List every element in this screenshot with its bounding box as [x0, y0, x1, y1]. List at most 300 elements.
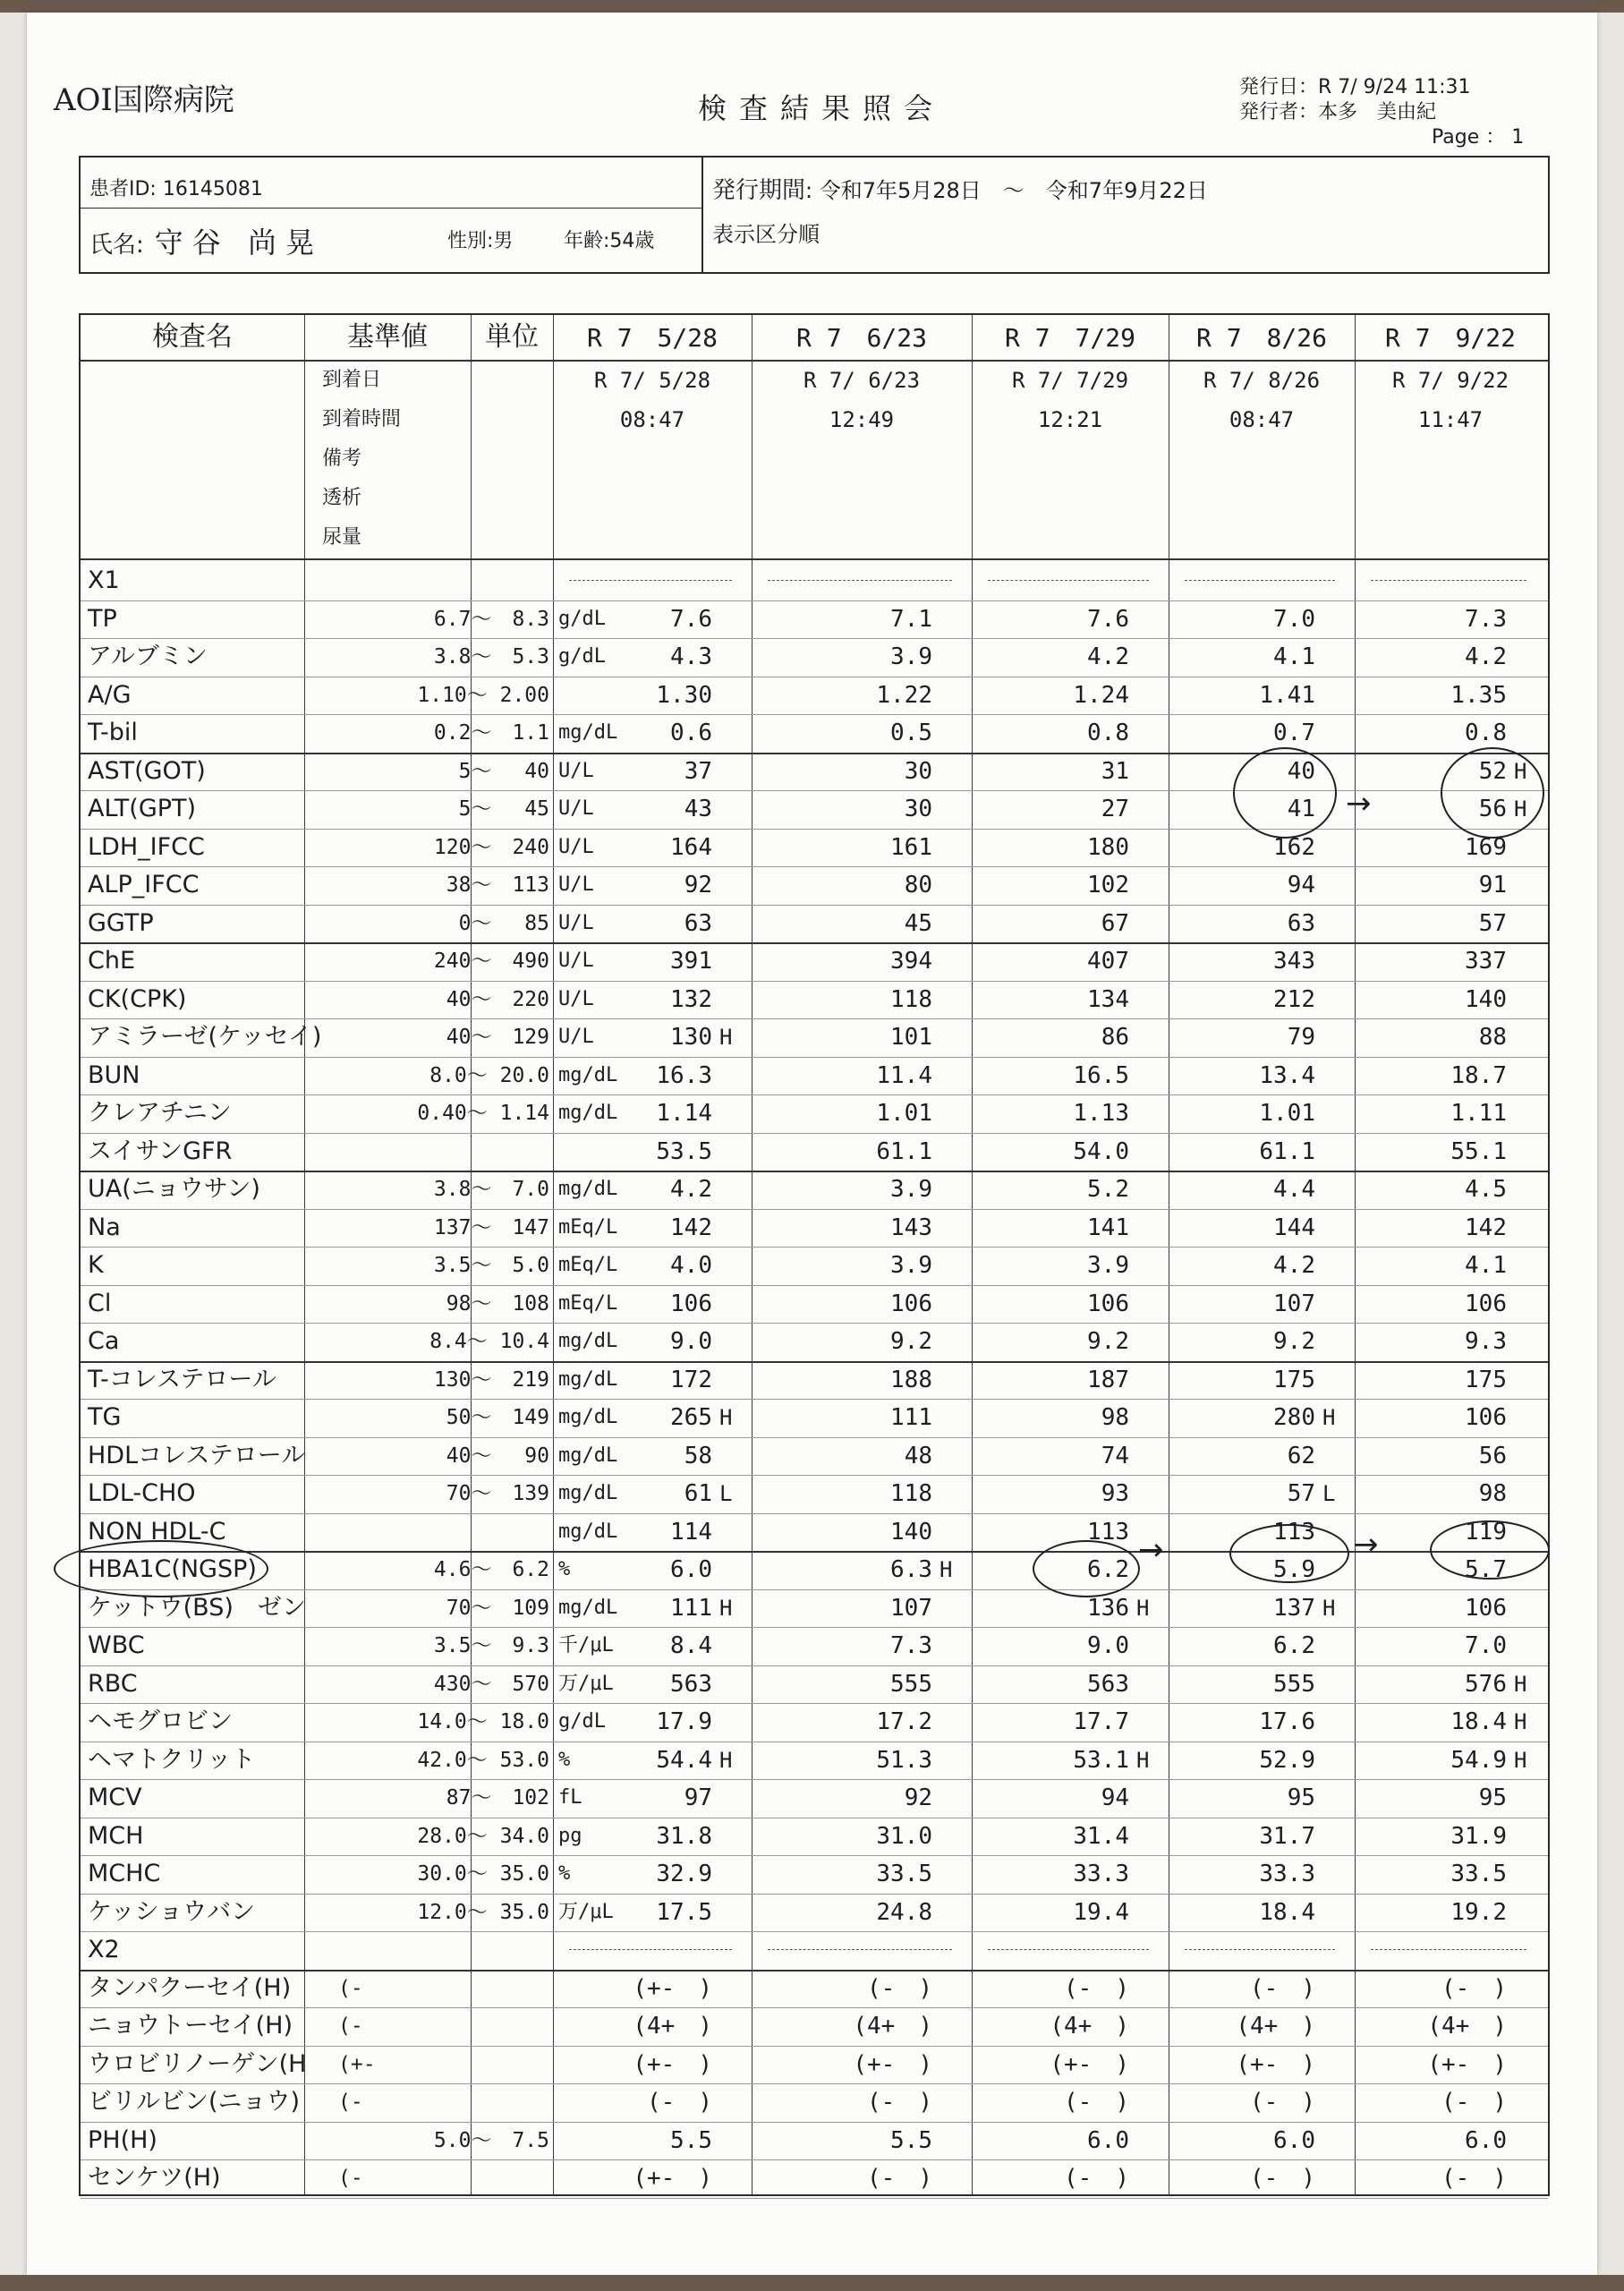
result-value: 13.4 [1259, 1061, 1315, 1089]
reference-range: (+- [338, 2052, 376, 2076]
reference-range: 5～ 40 [458, 759, 549, 783]
result-value: 107 [1273, 1290, 1315, 1317]
result-value: 106 [1087, 1290, 1129, 1317]
result-value: 0.8 [1465, 720, 1507, 746]
result-value: 188 [890, 1366, 932, 1393]
test-name: Ca [88, 1327, 120, 1355]
test-name: ウロビリノーゲン(H [88, 2049, 307, 2078]
result-value: 4.2 [1465, 643, 1507, 670]
test-name: MCHC [88, 1860, 161, 1887]
unit: U/L [558, 797, 594, 820]
result-value: 142 [670, 1214, 712, 1241]
result-value: (+- ) [1236, 2050, 1315, 2078]
table-row [81, 1627, 1548, 1665]
info-row-divider [81, 208, 701, 209]
result-value: 106 [670, 1290, 712, 1317]
result-value: 5.5 [670, 2126, 712, 2154]
unit: g/dL [558, 645, 606, 668]
reference-range: 5.0～ 7.5 [433, 2128, 549, 2152]
result-value: 63 [684, 909, 712, 937]
result-value: (+- ) [1050, 2050, 1129, 2078]
unit: 万/μL [558, 1900, 614, 1923]
result-value: (- ) [1250, 2089, 1315, 2116]
result-value: 391 [670, 948, 712, 975]
test-name: スイサンGFR [88, 1137, 233, 1165]
test-name: ケッショウバン [88, 1897, 256, 1926]
result-value: 52 [1478, 757, 1507, 785]
result-value: 98 [1101, 1404, 1129, 1431]
table-row [81, 1551, 1548, 1588]
result-value: 33.5 [1450, 1861, 1507, 1887]
abnormal-flag: H [1136, 1595, 1150, 1621]
result-value: 180 [1087, 833, 1129, 861]
unit: mg/dL [558, 1178, 618, 1200]
result-value: 4.1 [1273, 643, 1315, 670]
reference-range: 87～ 102 [446, 1786, 549, 1810]
group-separator [569, 1949, 732, 1950]
reference-range: 38～ 113 [446, 873, 549, 897]
table-row [81, 866, 1548, 904]
reference-range: 1.10～ 2.00 [417, 683, 549, 707]
result-value: 118 [890, 985, 932, 1013]
result-value: 52.9 [1259, 1746, 1315, 1774]
reference-range: 40～ 220 [446, 987, 549, 1011]
result-value: 1.11 [1450, 1100, 1507, 1127]
result-value: (- ) [1250, 2165, 1315, 2192]
result-value: (- ) [867, 2089, 932, 2116]
reference-range: 70～ 139 [446, 1482, 549, 1505]
result-value: 56 [1478, 1442, 1507, 1469]
sub-header-value [1169, 440, 1355, 478]
group-separator [1185, 580, 1335, 581]
result-value: 45 [904, 909, 932, 937]
result-value: 61.1 [1259, 1137, 1315, 1165]
issue-period-label: 発行期間 [712, 177, 806, 204]
unit: U/L [558, 835, 594, 858]
annotation-arrow-icon: → [1353, 1527, 1379, 1563]
test-name: ビリルビン(ニョウ) [88, 2088, 301, 2116]
result-value: 53.1 [1073, 1746, 1129, 1774]
sub-header-value [1355, 440, 1546, 478]
result-value: 31.4 [1073, 1822, 1129, 1850]
result-value: 4.2 [1273, 1252, 1315, 1279]
header-reference: 基準値 [347, 321, 428, 353]
table-row [81, 1818, 1548, 1855]
reference-range: (- [338, 1976, 363, 2000]
result-value: 175 [1465, 1366, 1507, 1393]
result-value: 63 [1287, 909, 1315, 937]
result-value: 86 [1101, 1024, 1129, 1051]
result-value: 4.0 [670, 1252, 712, 1279]
result-value: 48 [904, 1442, 932, 1469]
result-value: 132 [670, 985, 712, 1013]
sub-header-label: 尿量 [322, 526, 362, 549]
reference-range: 130～ 219 [433, 1367, 549, 1392]
result-value: 6.3 [890, 1556, 932, 1583]
result-value: 169 [1465, 833, 1507, 861]
unit: % [558, 1862, 571, 1885]
group-separator [768, 580, 952, 581]
reference-range: 8.0～ 20.0 [429, 1063, 549, 1087]
result-value: 97 [684, 1784, 712, 1811]
result-value: 143 [890, 1214, 932, 1241]
result-value: 6.0 [1087, 2126, 1129, 2154]
unit: mg/dL [558, 1406, 618, 1428]
test-name: LDL-CHO [88, 1479, 196, 1507]
result-value: (4+ ) [1236, 2013, 1315, 2040]
result-value: 187 [1087, 1366, 1129, 1393]
reference-range: 12.0～ 35.0 [417, 1900, 549, 1924]
display-order: 表示区分順 [712, 222, 820, 247]
result-value: 1.24 [1073, 681, 1129, 709]
result-value: 16.3 [656, 1061, 712, 1089]
result-value: 5.9 [1273, 1556, 1315, 1583]
result-value: 563 [670, 1670, 712, 1698]
abnormal-flag: L [719, 1481, 733, 1506]
result-value: 55.1 [1450, 1137, 1507, 1165]
abnormal-flag: H [940, 1557, 953, 1582]
result-value: 119 [1465, 1518, 1507, 1546]
sub-header-value [972, 440, 1169, 478]
result-value: 54.9 [1450, 1746, 1507, 1774]
sub-header-value: 08:47 [1229, 407, 1295, 432]
result-value: 106 [1465, 1404, 1507, 1431]
reference-range: 70～ 109 [446, 1596, 549, 1620]
table-row [81, 714, 1548, 752]
sub-header-value [1355, 519, 1546, 557]
unit: U/L [558, 873, 594, 896]
result-value: 92 [684, 872, 712, 899]
table-row [81, 1133, 1548, 1171]
group-separator [768, 1949, 952, 1950]
table-row [81, 1742, 1548, 1779]
test-name: Na [88, 1213, 121, 1241]
result-value: 576 [1465, 1670, 1507, 1698]
result-value: 337 [1465, 948, 1507, 975]
result-value: 9.2 [890, 1328, 932, 1355]
sub-header-value: 08:47 [619, 407, 685, 432]
test-name: センケツ(H) [88, 2164, 221, 2192]
result-value: 7.1 [890, 605, 932, 633]
table-row [81, 1323, 1548, 1360]
result-value: 93 [1101, 1480, 1129, 1507]
header-date: R 7 8/26 [1195, 323, 1327, 353]
header-date: R 7 6/23 [795, 323, 927, 353]
result-value: 1.14 [656, 1100, 712, 1127]
test-name: ケットウ(BS) ゼン [88, 1593, 306, 1622]
result-value: 58 [684, 1442, 712, 1469]
result-value: 555 [1273, 1670, 1315, 1698]
result-value: 3.9 [890, 1176, 932, 1203]
reference-range: (- [338, 2091, 363, 2114]
result-value: 3.9 [890, 1252, 932, 1279]
result-value: 106 [1465, 1290, 1507, 1317]
result-value: 7.0 [1273, 605, 1315, 633]
unit: fL [558, 1786, 582, 1809]
reference-range: (- [338, 2167, 363, 2190]
result-value: 106 [1465, 1594, 1507, 1622]
unit: mg/dL [558, 1482, 618, 1504]
issue-date: 発行日：R 7/ 9/24 11:31 [1239, 76, 1471, 98]
abnormal-flag: H [719, 1747, 733, 1773]
reference-range: 3.8～ 5.3 [433, 645, 549, 669]
reference-range: 120～ 240 [433, 835, 549, 859]
test-name: アルブミン [88, 643, 208, 670]
result-value: 7.3 [890, 1632, 932, 1659]
result-value: 18.7 [1450, 1061, 1507, 1089]
result-value: 40 [1287, 757, 1315, 785]
result-value: 7.3 [1465, 605, 1507, 633]
table-row [81, 1513, 1548, 1551]
group-separator [1185, 1949, 1335, 1950]
result-value: 107 [890, 1594, 932, 1622]
result-value: 4.3 [670, 643, 712, 670]
result-value: (+- ) [633, 2050, 712, 2078]
sub-header-value: 12:49 [829, 407, 895, 432]
result-value: 24.8 [876, 1898, 932, 1926]
sub-header-value: R 7/ 7/29 [1011, 368, 1129, 393]
result-value: 57 [1478, 909, 1507, 937]
result-value: 61 [684, 1480, 712, 1507]
table-row [81, 1779, 1548, 1817]
sub-header-value: R 7/ 8/26 [1203, 368, 1321, 393]
result-value: 79 [1287, 1024, 1315, 1051]
unit: mg/dL [558, 1444, 618, 1467]
test-name: TG [88, 1403, 122, 1431]
table-row [81, 638, 1548, 676]
table-row [81, 1894, 1548, 1931]
result-value: 6.0 [1465, 2126, 1507, 2154]
test-name: PH(H) [88, 2125, 157, 2154]
result-value: 30 [904, 757, 932, 785]
test-name: LDH_IFCC [88, 832, 205, 861]
photo-background-top [0, 0, 1624, 13]
result-value: (4+ ) [1050, 2013, 1129, 2040]
reference-range: 8.4～ 10.4 [429, 1330, 549, 1353]
group-separator [1371, 580, 1526, 581]
info-divider [701, 158, 703, 272]
test-name: T-コレステロール [88, 1365, 276, 1393]
result-value: 3.9 [1087, 1252, 1129, 1279]
abnormal-flag: H [719, 1025, 733, 1050]
sub-header-value: R 7/ 9/22 [1391, 368, 1509, 393]
result-value: 27 [1101, 796, 1129, 822]
table-row [81, 1437, 1548, 1475]
result-value: 265 [670, 1404, 712, 1431]
unit: mg/dL [558, 1063, 618, 1086]
unit: U/L [558, 759, 594, 782]
reference-range: 0.2～ 1.1 [433, 721, 549, 745]
sub-header-value [752, 519, 972, 557]
result-value: 9.0 [670, 1328, 712, 1355]
table-row [81, 2122, 1548, 2159]
sub-header-label: 到着時間 [322, 408, 402, 430]
result-value: 5.2 [1087, 1176, 1129, 1203]
result-value: 19.2 [1450, 1898, 1507, 1926]
result-value: 74 [1101, 1442, 1129, 1469]
result-value: 134 [1087, 985, 1129, 1013]
result-value: 172 [670, 1366, 712, 1393]
table-row [81, 2083, 1548, 2121]
reference-range: 240～ 490 [433, 950, 549, 973]
result-value: 33.3 [1259, 1861, 1315, 1887]
result-value: 5.5 [890, 2126, 932, 2154]
issue-info [1239, 75, 1524, 150]
table-row [81, 2159, 1548, 2197]
sub-header-label: 透析 [322, 487, 362, 509]
result-value: (- ) [1064, 2089, 1129, 2116]
group-separator [569, 580, 732, 581]
abnormal-flag: H [719, 1405, 733, 1430]
hospital-name: AOI国際病院 [54, 82, 234, 118]
unit: mEq/L [558, 1254, 618, 1276]
reference-range: 14.0～ 18.0 [417, 1710, 549, 1733]
unit: mEq/L [558, 1215, 618, 1239]
patient-name-field [89, 220, 323, 261]
result-value: 41 [1287, 796, 1315, 822]
result-value: 140 [1465, 985, 1507, 1013]
result-value: 9.0 [1087, 1632, 1129, 1659]
result-value: 141 [1087, 1214, 1129, 1241]
table-row [81, 1589, 1548, 1627]
result-value: 563 [1087, 1670, 1129, 1698]
result-value: 6.2 [1273, 1632, 1315, 1659]
result-value: 56 [1478, 796, 1507, 822]
result-value: 4.5 [1465, 1176, 1507, 1203]
table-row [81, 1057, 1548, 1094]
result-value: 54.0 [1073, 1137, 1129, 1165]
result-value: 7.6 [670, 605, 712, 633]
result-value: 1.01 [876, 1100, 932, 1127]
result-value: 92 [904, 1784, 932, 1811]
result-value: 94 [1101, 1784, 1129, 1811]
result-value: 394 [890, 948, 932, 975]
header-date: R 7 9/22 [1384, 323, 1516, 353]
results-table [79, 313, 1550, 2196]
result-value: 144 [1273, 1214, 1315, 1241]
result-value: 95 [1287, 1784, 1315, 1811]
unit: g/dL [558, 1710, 606, 1733]
result-value: 8.4 [670, 1632, 712, 1659]
result-value: 1.30 [656, 681, 712, 709]
result-value: 6.0 [670, 1556, 712, 1583]
sub-header-value: R 7/ 5/28 [593, 368, 711, 393]
test-name: T-bil [88, 719, 138, 746]
test-name: WBC [88, 1631, 145, 1659]
result-value: 140 [890, 1518, 932, 1546]
result-value: 31 [1101, 757, 1129, 785]
result-value: 62 [1287, 1442, 1315, 1469]
result-value: (4+ ) [853, 2013, 932, 2040]
reference-range: 0.40～ 1.14 [417, 1102, 549, 1125]
unit: mg/dL [558, 1367, 618, 1391]
unit: 万/μL [558, 1672, 614, 1695]
result-value: 106 [890, 1290, 932, 1317]
table-row [81, 562, 1548, 600]
test-name: ヘマトクリット [88, 1745, 256, 1774]
issue-period [712, 172, 1208, 205]
result-value: 9.3 [1465, 1328, 1507, 1355]
reference-range: 6.7～ 8.3 [433, 607, 549, 631]
abnormal-flag: H [1322, 1405, 1336, 1430]
reference-range: 3.5～ 9.3 [433, 1634, 549, 1657]
table-row [81, 677, 1548, 714]
result-value: 5.7 [1465, 1556, 1507, 1583]
result-value: 16.5 [1073, 1061, 1129, 1089]
result-value: 43 [684, 796, 712, 822]
abnormal-flag: H [1136, 1747, 1150, 1773]
unit: pg [558, 1824, 582, 1847]
test-name: ニョウトーセイ(H) [88, 2012, 293, 2040]
unit: g/dL [558, 607, 606, 630]
reference-range: 3.8～ 7.0 [433, 1178, 549, 1201]
table-row [81, 1171, 1548, 1208]
table-row [81, 1209, 1548, 1247]
test-name: NON HDL-C [88, 1517, 226, 1546]
result-value: 98 [1478, 1480, 1507, 1507]
unit: mEq/L [558, 1291, 618, 1315]
result-value: 31.0 [876, 1822, 932, 1850]
table-row [81, 1018, 1548, 1056]
test-name: CK(CPK) [88, 984, 187, 1013]
sub-header-value: 12:21 [1037, 407, 1103, 432]
reference-range: 3.5～ 5.0 [433, 1254, 549, 1277]
result-value: (- ) [867, 1974, 932, 2002]
sub-header-value [972, 519, 1169, 557]
result-value: 30 [904, 796, 932, 822]
result-value: 18.4 [1259, 1898, 1315, 1926]
sub-header-value [972, 480, 1169, 517]
photo-background-bottom [0, 2275, 1624, 2291]
abnormal-flag: H [1514, 1747, 1527, 1773]
test-name: X1 [88, 566, 120, 594]
unit: mg/dL [558, 1330, 618, 1352]
unit: U/L [558, 950, 594, 972]
result-value: 17.6 [1259, 1708, 1315, 1735]
result-value: 91 [1478, 872, 1507, 899]
result-value: 161 [890, 833, 932, 861]
unit: % [558, 1748, 571, 1771]
result-value: 61.1 [876, 1137, 932, 1165]
result-value: 111 [890, 1404, 932, 1431]
unit: mg/dL [558, 1102, 618, 1124]
test-name: MCH [88, 1821, 144, 1850]
test-name: タンパクーセイ(H) [88, 1973, 292, 2002]
row-divider [81, 2198, 1548, 2199]
reference-range: 0～ 85 [458, 911, 549, 935]
result-value: 1.01 [1259, 1100, 1315, 1127]
result-value: 212 [1273, 985, 1315, 1013]
result-value: 19.4 [1073, 1898, 1129, 1926]
test-name: アミラーゼ(ケッセイ) [88, 1023, 322, 1051]
test-name: GGTP [88, 908, 154, 937]
patient-sex: 性別:男 [447, 230, 514, 252]
result-value: 31.9 [1450, 1822, 1507, 1850]
result-value: (- ) [1441, 2089, 1507, 2116]
header-date: R 7 5/28 [586, 323, 718, 353]
test-name: BUN [88, 1060, 140, 1089]
result-value: 113 [1273, 1518, 1315, 1546]
table-row [81, 1285, 1548, 1323]
sub-header-label: 備考 [322, 447, 362, 470]
result-value: 17.5 [656, 1898, 712, 1926]
test-name: HBA1C(NGSP) [88, 1555, 257, 1583]
sub-header-value [1355, 480, 1546, 517]
reference-range: 98～ 108 [446, 1291, 549, 1316]
result-value: 6.2 [1087, 1556, 1129, 1583]
result-value: 4.4 [1273, 1176, 1315, 1203]
unit: U/L [558, 911, 594, 934]
